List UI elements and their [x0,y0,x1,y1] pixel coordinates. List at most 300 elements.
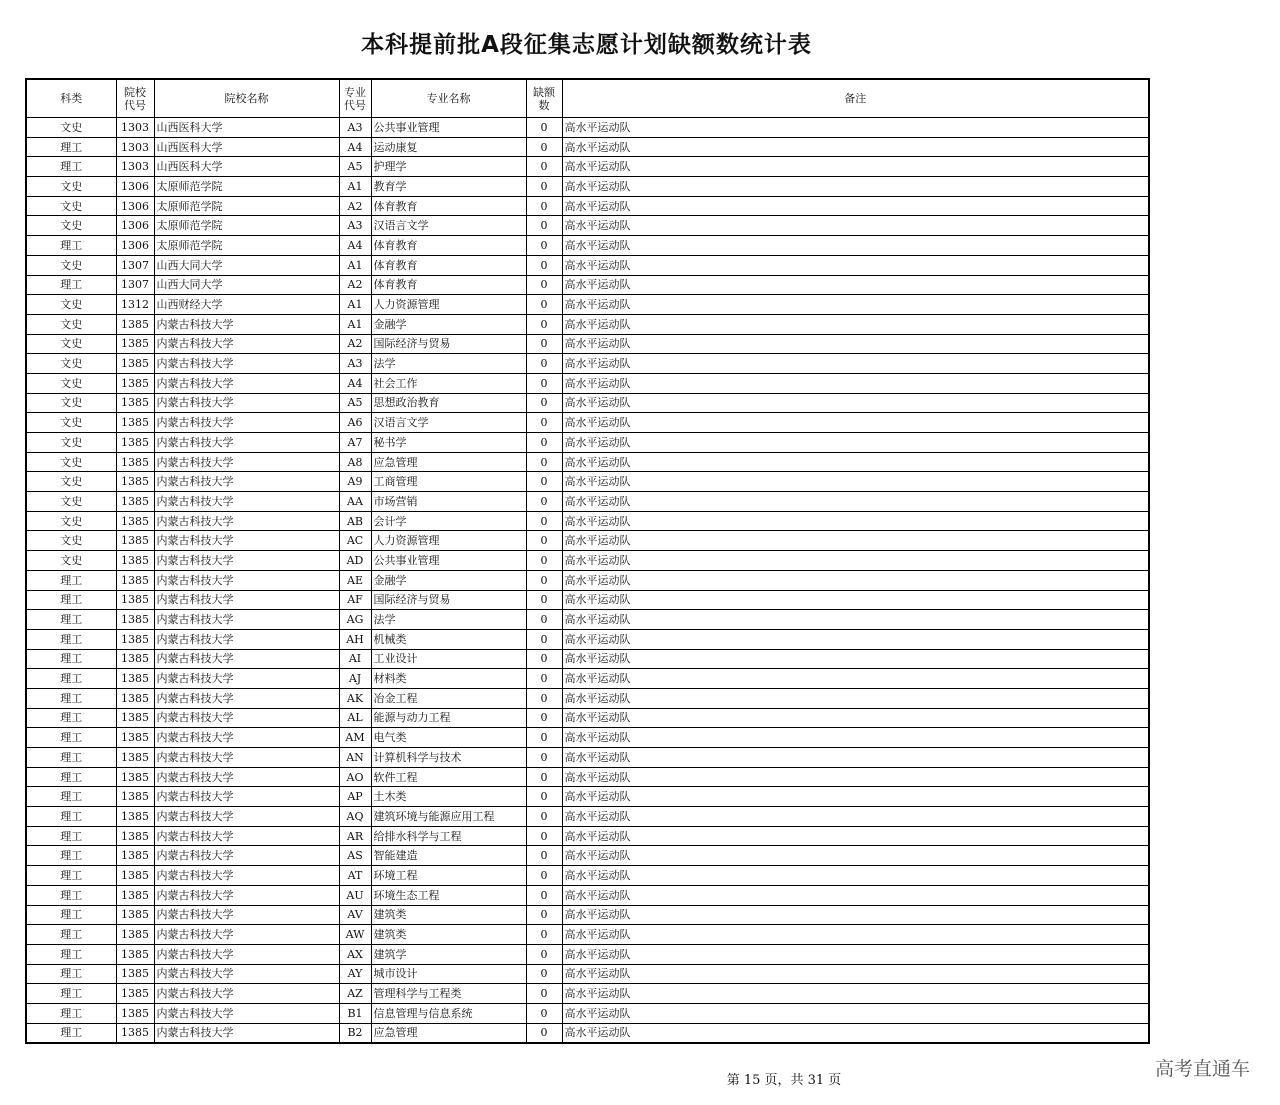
cell-remark: 高水平运动队 [562,137,1149,157]
cell-school-name: 内蒙古科技大学 [154,807,339,827]
cell-school-name: 山西大同大学 [154,275,339,295]
table-row [26,334,1149,354]
table-row [26,452,1149,472]
cell-category: 文史 [26,433,116,453]
cell-school-name: 内蒙古科技大学 [154,629,339,649]
cell-school-code: 1306 [116,196,154,216]
cell-category: 理工 [26,137,116,157]
cell-shortage: 0 [526,846,562,866]
cell-remark: 高水平运动队 [562,905,1149,925]
cell-major-name: 环境工程 [371,866,526,886]
cell-school-code: 1306 [116,177,154,197]
table-row [26,708,1149,728]
cell-remark: 高水平运动队 [562,295,1149,315]
cell-major-code: AK [339,688,371,708]
table-row [26,492,1149,512]
cell-category: 理工 [26,629,116,649]
cell-shortage: 0 [526,649,562,669]
cell-major-code: AS [339,846,371,866]
cell-remark: 高水平运动队 [562,826,1149,846]
cell-category: 理工 [26,787,116,807]
table-row [26,137,1149,157]
cell-shortage: 0 [526,708,562,728]
cell-major-name: 法学 [371,610,526,630]
table-header-row [26,79,1149,118]
cell-category: 理工 [26,590,116,610]
table-row [26,846,1149,866]
cell-major-name: 公共事业管理 [371,118,526,138]
cell-major-name: 材料类 [371,669,526,689]
cell-school-name: 山西医科大学 [154,137,339,157]
page-title: 本科提前批A段征集志愿计划缺额数统计表 [361,32,812,58]
cell-major-name: 能源与动力工程 [371,708,526,728]
cell-school-code: 1303 [116,137,154,157]
cell-category: 理工 [26,826,116,846]
cell-shortage: 0 [526,373,562,393]
cell-remark: 高水平运动队 [562,551,1149,571]
cell-category: 文史 [26,118,116,138]
cell-school-name: 山西财经大学 [154,295,339,315]
cell-school-code: 1385 [116,787,154,807]
cell-school-name: 内蒙古科技大学 [154,373,339,393]
cell-category: 文史 [26,511,116,531]
cell-school-name: 内蒙古科技大学 [154,590,339,610]
cell-major-code: AL [339,708,371,728]
cell-school-name: 内蒙古科技大学 [154,964,339,984]
table-row [26,216,1149,236]
cell-remark: 高水平运动队 [562,1023,1149,1043]
cell-school-code: 1385 [116,1023,154,1043]
page-number: 第 15 页，共 31 页 [726,1073,842,1088]
cell-shortage: 0 [526,118,562,138]
cell-category: 理工 [26,767,116,787]
cell-remark: 高水平运动队 [562,354,1149,374]
cell-category: 文史 [26,492,116,512]
cell-category: 文史 [26,177,116,197]
cell-remark: 高水平运动队 [562,472,1149,492]
cell-major-name: 环境生态工程 [371,885,526,905]
cell-major-code: AH [339,629,371,649]
cell-category: 文史 [26,393,116,413]
cell-category: 文史 [26,413,116,433]
cell-shortage: 0 [526,807,562,827]
table-row [26,866,1149,886]
cell-school-name: 山西大同大学 [154,255,339,275]
cell-major-code: AJ [339,669,371,689]
table-row [26,590,1149,610]
cell-major-code: A1 [339,295,371,315]
cell-shortage: 0 [526,570,562,590]
cell-shortage: 0 [526,688,562,708]
cell-school-code: 1385 [116,472,154,492]
cell-school-code: 1385 [116,354,154,374]
cell-school-code: 1385 [116,728,154,748]
column-header-major-name: 专业名称 [371,79,526,118]
cell-school-code: 1385 [116,866,154,886]
cell-remark: 高水平运动队 [562,984,1149,1004]
table-row [26,885,1149,905]
cell-category: 文史 [26,452,116,472]
cell-school-code: 1385 [116,846,154,866]
table-row [26,925,1149,945]
table-row [26,275,1149,295]
cell-shortage: 0 [526,452,562,472]
table-row [26,157,1149,177]
cell-school-code: 1385 [116,905,154,925]
cell-school-name: 内蒙古科技大学 [154,472,339,492]
cell-shortage: 0 [526,255,562,275]
cell-school-code: 1385 [116,826,154,846]
table-row [26,787,1149,807]
cell-category: 理工 [26,984,116,1004]
cell-school-name: 内蒙古科技大学 [154,767,339,787]
cell-major-code: A1 [339,255,371,275]
cell-major-code: B2 [339,1023,371,1043]
cell-category: 文史 [26,216,116,236]
cell-shortage: 0 [526,236,562,256]
cell-major-code: AU [339,885,371,905]
cell-major-name: 建筑类 [371,905,526,925]
cell-school-name: 内蒙古科技大学 [154,314,339,334]
cell-major-code: AB [339,511,371,531]
watermark-text: 高考直通车 [1154,1058,1250,1080]
cell-remark: 高水平运动队 [562,334,1149,354]
cell-shortage: 0 [526,629,562,649]
cell-category: 文史 [26,196,116,216]
cell-remark: 高水平运动队 [562,393,1149,413]
cell-shortage: 0 [526,728,562,748]
cell-major-code: A3 [339,118,371,138]
cell-category: 理工 [26,708,116,728]
cell-major-name: 护理学 [371,157,526,177]
cell-major-name: 汉语言文学 [371,216,526,236]
cell-major-code: AG [339,610,371,630]
cell-major-name: 公共事业管理 [371,551,526,571]
cell-major-name: 思想政治教育 [371,393,526,413]
cell-major-name: 工业设计 [371,649,526,669]
cell-shortage: 0 [526,866,562,886]
cell-remark: 高水平运动队 [562,275,1149,295]
cell-school-code: 1385 [116,1003,154,1023]
table-row [26,1023,1149,1043]
cell-school-name: 内蒙古科技大学 [154,748,339,768]
cell-remark: 高水平运动队 [562,196,1149,216]
cell-major-code: AW [339,925,371,945]
cell-major-code: AF [339,590,371,610]
cell-major-name: 城市设计 [371,964,526,984]
cell-major-name: 工商管理 [371,472,526,492]
cell-major-code: AR [339,826,371,846]
cell-school-name: 内蒙古科技大学 [154,885,339,905]
table-row [26,196,1149,216]
cell-remark: 高水平运动队 [562,708,1149,728]
cell-category: 理工 [26,807,116,827]
cell-school-code: 1385 [116,688,154,708]
table-row [26,944,1149,964]
cell-school-name: 内蒙古科技大学 [154,492,339,512]
cell-school-code: 1385 [116,925,154,945]
cell-category: 文史 [26,255,116,275]
cell-major-code: AZ [339,984,371,1004]
cell-school-name: 内蒙古科技大学 [154,354,339,374]
cell-major-name: 教育学 [371,177,526,197]
cell-shortage: 0 [526,511,562,531]
cell-remark: 高水平运动队 [562,413,1149,433]
cell-major-name: 法学 [371,354,526,374]
cell-remark: 高水平运动队 [562,767,1149,787]
cell-school-code: 1385 [116,944,154,964]
cell-major-code: A9 [339,472,371,492]
table-row [26,511,1149,531]
cell-category: 理工 [26,748,116,768]
cell-major-code: A4 [339,373,371,393]
column-header-shortage: 缺额 数 [526,79,562,118]
cell-shortage: 0 [526,492,562,512]
cell-school-code: 1385 [116,610,154,630]
cell-category: 文史 [26,295,116,315]
cell-shortage: 0 [526,925,562,945]
cell-school-name: 内蒙古科技大学 [154,610,339,630]
cell-school-code: 1312 [116,295,154,315]
cell-major-name: 智能建造 [371,846,526,866]
cell-category: 理工 [26,885,116,905]
cell-remark: 高水平运动队 [562,492,1149,512]
cell-school-code: 1303 [116,157,154,177]
cell-category: 文史 [26,314,116,334]
cell-school-name: 内蒙古科技大学 [154,413,339,433]
table-row [26,905,1149,925]
cell-school-name: 内蒙古科技大学 [154,826,339,846]
cell-category: 理工 [26,649,116,669]
cell-major-code: A1 [339,177,371,197]
column-header-school-name: 院校名称 [154,79,339,118]
column-header-school-code: 院校 代号 [116,79,154,118]
cell-school-code: 1307 [116,255,154,275]
cell-category: 文史 [26,354,116,374]
table-row [26,728,1149,748]
cell-remark: 高水平运动队 [562,433,1149,453]
table-row [26,767,1149,787]
cell-shortage: 0 [526,1003,562,1023]
cell-school-name: 内蒙古科技大学 [154,728,339,748]
cell-category: 文史 [26,334,116,354]
cell-category: 理工 [26,944,116,964]
table-row [26,610,1149,630]
cell-remark: 高水平运动队 [562,511,1149,531]
cell-major-name: 会计学 [371,511,526,531]
cell-major-code: A2 [339,334,371,354]
cell-category: 文史 [26,373,116,393]
table-row [26,748,1149,768]
cell-remark: 高水平运动队 [562,649,1149,669]
cell-category: 理工 [26,1003,116,1023]
cell-category: 文史 [26,472,116,492]
cell-school-code: 1385 [116,492,154,512]
cell-school-code: 1385 [116,885,154,905]
cell-remark: 高水平运动队 [562,531,1149,551]
cell-school-name: 内蒙古科技大学 [154,1003,339,1023]
cell-school-code: 1385 [116,433,154,453]
cell-major-code: A6 [339,413,371,433]
cell-school-name: 内蒙古科技大学 [154,846,339,866]
cell-major-code: AO [339,767,371,787]
cell-major-name: 应急管理 [371,452,526,472]
cell-school-code: 1385 [116,964,154,984]
cell-major-code: AV [339,905,371,925]
cell-category: 文史 [26,551,116,571]
cell-major-code: A8 [339,452,371,472]
cell-major-name: 给排水科学与工程 [371,826,526,846]
cell-category: 理工 [26,610,116,630]
cell-category: 理工 [26,846,116,866]
cell-school-name: 内蒙古科技大学 [154,511,339,531]
table-row [26,255,1149,275]
cell-remark: 高水平运动队 [562,157,1149,177]
cell-major-code: A4 [339,137,371,157]
cell-category: 文史 [26,531,116,551]
cell-major-code: A3 [339,354,371,374]
cell-school-name: 内蒙古科技大学 [154,708,339,728]
cell-school-name: 内蒙古科技大学 [154,570,339,590]
cell-major-name: 金融学 [371,570,526,590]
cell-school-name: 内蒙古科技大学 [154,334,339,354]
cell-school-name: 内蒙古科技大学 [154,669,339,689]
cell-major-name: 管理科学与工程类 [371,984,526,1004]
cell-school-name: 内蒙古科技大学 [154,925,339,945]
shortage-table [25,78,1150,1044]
cell-category: 理工 [26,275,116,295]
cell-shortage: 0 [526,393,562,413]
cell-school-name: 内蒙古科技大学 [154,866,339,886]
cell-remark: 高水平运动队 [562,255,1149,275]
cell-shortage: 0 [526,295,562,315]
cell-major-code: AA [339,492,371,512]
cell-category: 理工 [26,866,116,886]
cell-school-code: 1385 [116,314,154,334]
cell-school-code: 1385 [116,708,154,728]
cell-school-code: 1385 [116,511,154,531]
table-row [26,964,1149,984]
cell-school-name: 内蒙古科技大学 [154,649,339,669]
table-row [26,373,1149,393]
cell-shortage: 0 [526,669,562,689]
cell-school-code: 1385 [116,551,154,571]
cell-school-name: 内蒙古科技大学 [154,984,339,1004]
cell-school-code: 1385 [116,669,154,689]
cell-shortage: 0 [526,944,562,964]
cell-major-name: 国际经济与贸易 [371,334,526,354]
table-row [26,669,1149,689]
table-row [26,629,1149,649]
cell-shortage: 0 [526,334,562,354]
table-row [26,295,1149,315]
cell-school-name: 内蒙古科技大学 [154,688,339,708]
cell-remark: 高水平运动队 [562,314,1149,334]
cell-major-code: AQ [339,807,371,827]
cell-school-code: 1306 [116,216,154,236]
cell-major-name: 土木类 [371,787,526,807]
cell-major-name: 金融学 [371,314,526,334]
table-row [26,433,1149,453]
cell-major-name: 计算机科学与技术 [371,748,526,768]
table-row [26,393,1149,413]
cell-shortage: 0 [526,216,562,236]
cell-school-name: 太原师范学院 [154,236,339,256]
cell-school-code: 1385 [116,334,154,354]
cell-major-name: 国际经济与贸易 [371,590,526,610]
table-row [26,570,1149,590]
cell-major-code: B1 [339,1003,371,1023]
table-row [26,236,1149,256]
cell-remark: 高水平运动队 [562,964,1149,984]
cell-school-code: 1385 [116,807,154,827]
cell-category: 理工 [26,905,116,925]
cell-category: 理工 [26,157,116,177]
cell-school-name: 太原师范学院 [154,177,339,197]
cell-shortage: 0 [526,787,562,807]
cell-major-code: AI [339,649,371,669]
cell-shortage: 0 [526,551,562,571]
cell-school-name: 内蒙古科技大学 [154,393,339,413]
column-header-category: 科类 [26,79,116,118]
cell-major-code: A2 [339,275,371,295]
table-row [26,354,1149,374]
cell-school-code: 1385 [116,748,154,768]
cell-major-code: AX [339,944,371,964]
cell-remark: 高水平运动队 [562,1003,1149,1023]
table-row [26,1003,1149,1023]
table-row [26,649,1149,669]
cell-school-code: 1307 [116,275,154,295]
cell-remark: 高水平运动队 [562,885,1149,905]
cell-shortage: 0 [526,984,562,1004]
cell-major-name: 体育教育 [371,236,526,256]
cell-major-name: 电气类 [371,728,526,748]
cell-remark: 高水平运动队 [562,590,1149,610]
cell-school-code: 1385 [116,373,154,393]
table-row [26,826,1149,846]
cell-major-code: A5 [339,157,371,177]
cell-major-name: 建筑环境与能源应用工程 [371,807,526,827]
cell-shortage: 0 [526,157,562,177]
cell-major-name: 体育教育 [371,196,526,216]
cell-major-name: 应急管理 [371,1023,526,1043]
cell-remark: 高水平运动队 [562,787,1149,807]
cell-remark: 高水平运动队 [562,118,1149,138]
cell-shortage: 0 [526,531,562,551]
cell-major-code: AT [339,866,371,886]
cell-major-name: 冶金工程 [371,688,526,708]
cell-category: 理工 [26,669,116,689]
cell-school-code: 1385 [116,590,154,610]
table-row [26,688,1149,708]
cell-category: 理工 [26,570,116,590]
cell-major-name: 建筑学 [371,944,526,964]
cell-shortage: 0 [526,177,562,197]
table-row [26,177,1149,197]
cell-major-name: 体育教育 [371,275,526,295]
cell-shortage: 0 [526,905,562,925]
cell-major-name: 建筑类 [371,925,526,945]
cell-remark: 高水平运动队 [562,216,1149,236]
cell-school-name: 山西医科大学 [154,157,339,177]
cell-major-code: AD [339,551,371,571]
cell-shortage: 0 [526,413,562,433]
cell-major-code: A3 [339,216,371,236]
cell-school-name: 内蒙古科技大学 [154,433,339,453]
table-row [26,118,1149,138]
column-header-remark: 备注 [562,79,1149,118]
